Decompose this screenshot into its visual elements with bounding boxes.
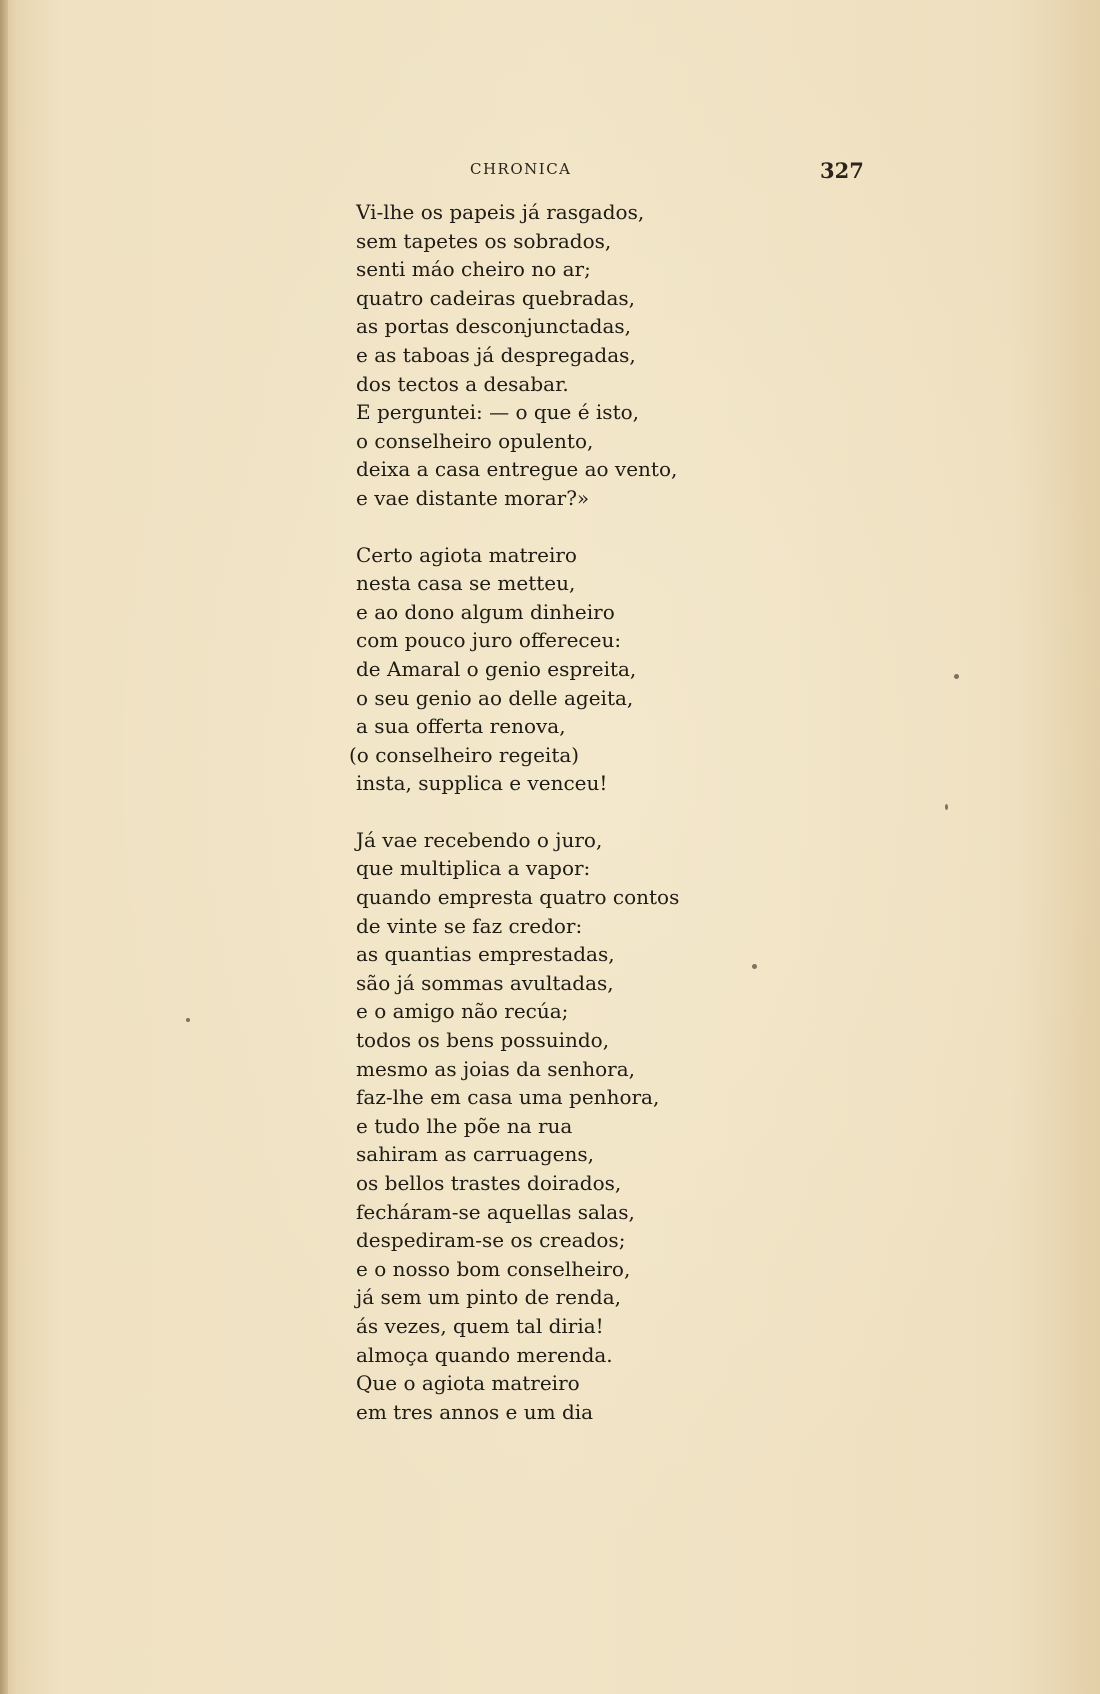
stanza-2	[349, 541, 916, 798]
verse-line: E perguntei: — o que é isto,	[356, 400, 640, 425]
verse-line: com pouco juro offereceu:	[356, 628, 622, 653]
verse-line: já sem um pinto de renda,	[356, 1285, 621, 1310]
verse-line: faz-lhe em casa uma penhora,	[356, 1085, 660, 1110]
verse-line: as quantias emprestadas,	[356, 942, 615, 967]
page-number: 327	[820, 158, 864, 183]
running-head: CHRONICA	[470, 160, 572, 178]
verse-line: e vae distante morar?»	[356, 485, 590, 510]
page-header	[0, 158, 1100, 188]
ink-speck	[954, 674, 959, 679]
verse-line: mesmo as joias da senhora,	[356, 1056, 635, 1081]
ink-speck	[752, 964, 757, 969]
verse-line: e o amigo não recúa;	[356, 999, 569, 1024]
verse-line: e tudo lhe põe na rua	[356, 1113, 573, 1138]
verse-line: o seu genio ao delle ageita,	[356, 685, 634, 710]
verse-line: e as taboas já despregadas,	[356, 342, 636, 367]
verse-line: em tres annos e um dia	[356, 1399, 594, 1424]
ink-speck	[945, 804, 948, 810]
verse-line: dos tectos a desabar.	[356, 371, 569, 396]
verse-line: Já vae recebendo o juro,	[356, 827, 603, 852]
verse-line: ás vezes, quem tal diria!	[356, 1313, 604, 1338]
verse-line: os bellos trastes doirados,	[356, 1171, 622, 1195]
verse-line: quando empresta quatro contos	[356, 885, 680, 910]
verse-line: quatro cadeiras quebradas,	[356, 285, 636, 310]
page-edge-shadow	[0, 0, 8, 1694]
verse-line: sahiram as carruagens,	[356, 1142, 595, 1167]
verse-line: e ao dono algum dinheiro	[356, 599, 615, 624]
verse-line: fecháram-se aquellas salas,	[356, 1199, 635, 1224]
verse-line: nesta casa se metteu,	[356, 571, 576, 596]
verse-line: e o nosso bom conselheiro,	[356, 1256, 631, 1281]
poem-body	[349, 198, 916, 1454]
verse-line: a sua offerta renova,	[356, 714, 566, 739]
verse-line: (o conselheiro regeita)	[349, 742, 580, 767]
ink-speck	[186, 1018, 190, 1022]
verse-line: almoça quando merenda.	[356, 1342, 613, 1367]
verse-line: todos os bens possuindo,	[356, 1028, 610, 1053]
stanza-3	[356, 826, 916, 1426]
stanza-1	[356, 198, 916, 513]
verse-line: de vinte se faz credor:	[356, 913, 583, 938]
verse-line: senti máo cheiro no ar;	[356, 257, 591, 282]
verse-line: que multiplica a vapor:	[356, 856, 591, 881]
verse-line: de Amaral o genio espreita,	[356, 656, 637, 681]
verse-line: as portas desconjunctadas,	[356, 314, 632, 339]
verse-line: Vi-lhe os papeis já rasgados,	[356, 200, 645, 224]
verse-line: são já sommas avultadas,	[356, 970, 614, 995]
verse-line: sem tapetes os sobrados,	[356, 228, 612, 253]
verse-line: deixa a casa entregue ao vento,	[356, 457, 678, 482]
verse-line: o conselheiro opulento,	[356, 428, 594, 453]
verse-line: insta, supplica e venceu!	[356, 771, 608, 796]
verse-line: Certo agiota matreiro	[356, 542, 577, 567]
verse-line: Que o agiota matreiro	[356, 1371, 580, 1396]
verse-line: despediram-se os creados;	[356, 1228, 626, 1253]
